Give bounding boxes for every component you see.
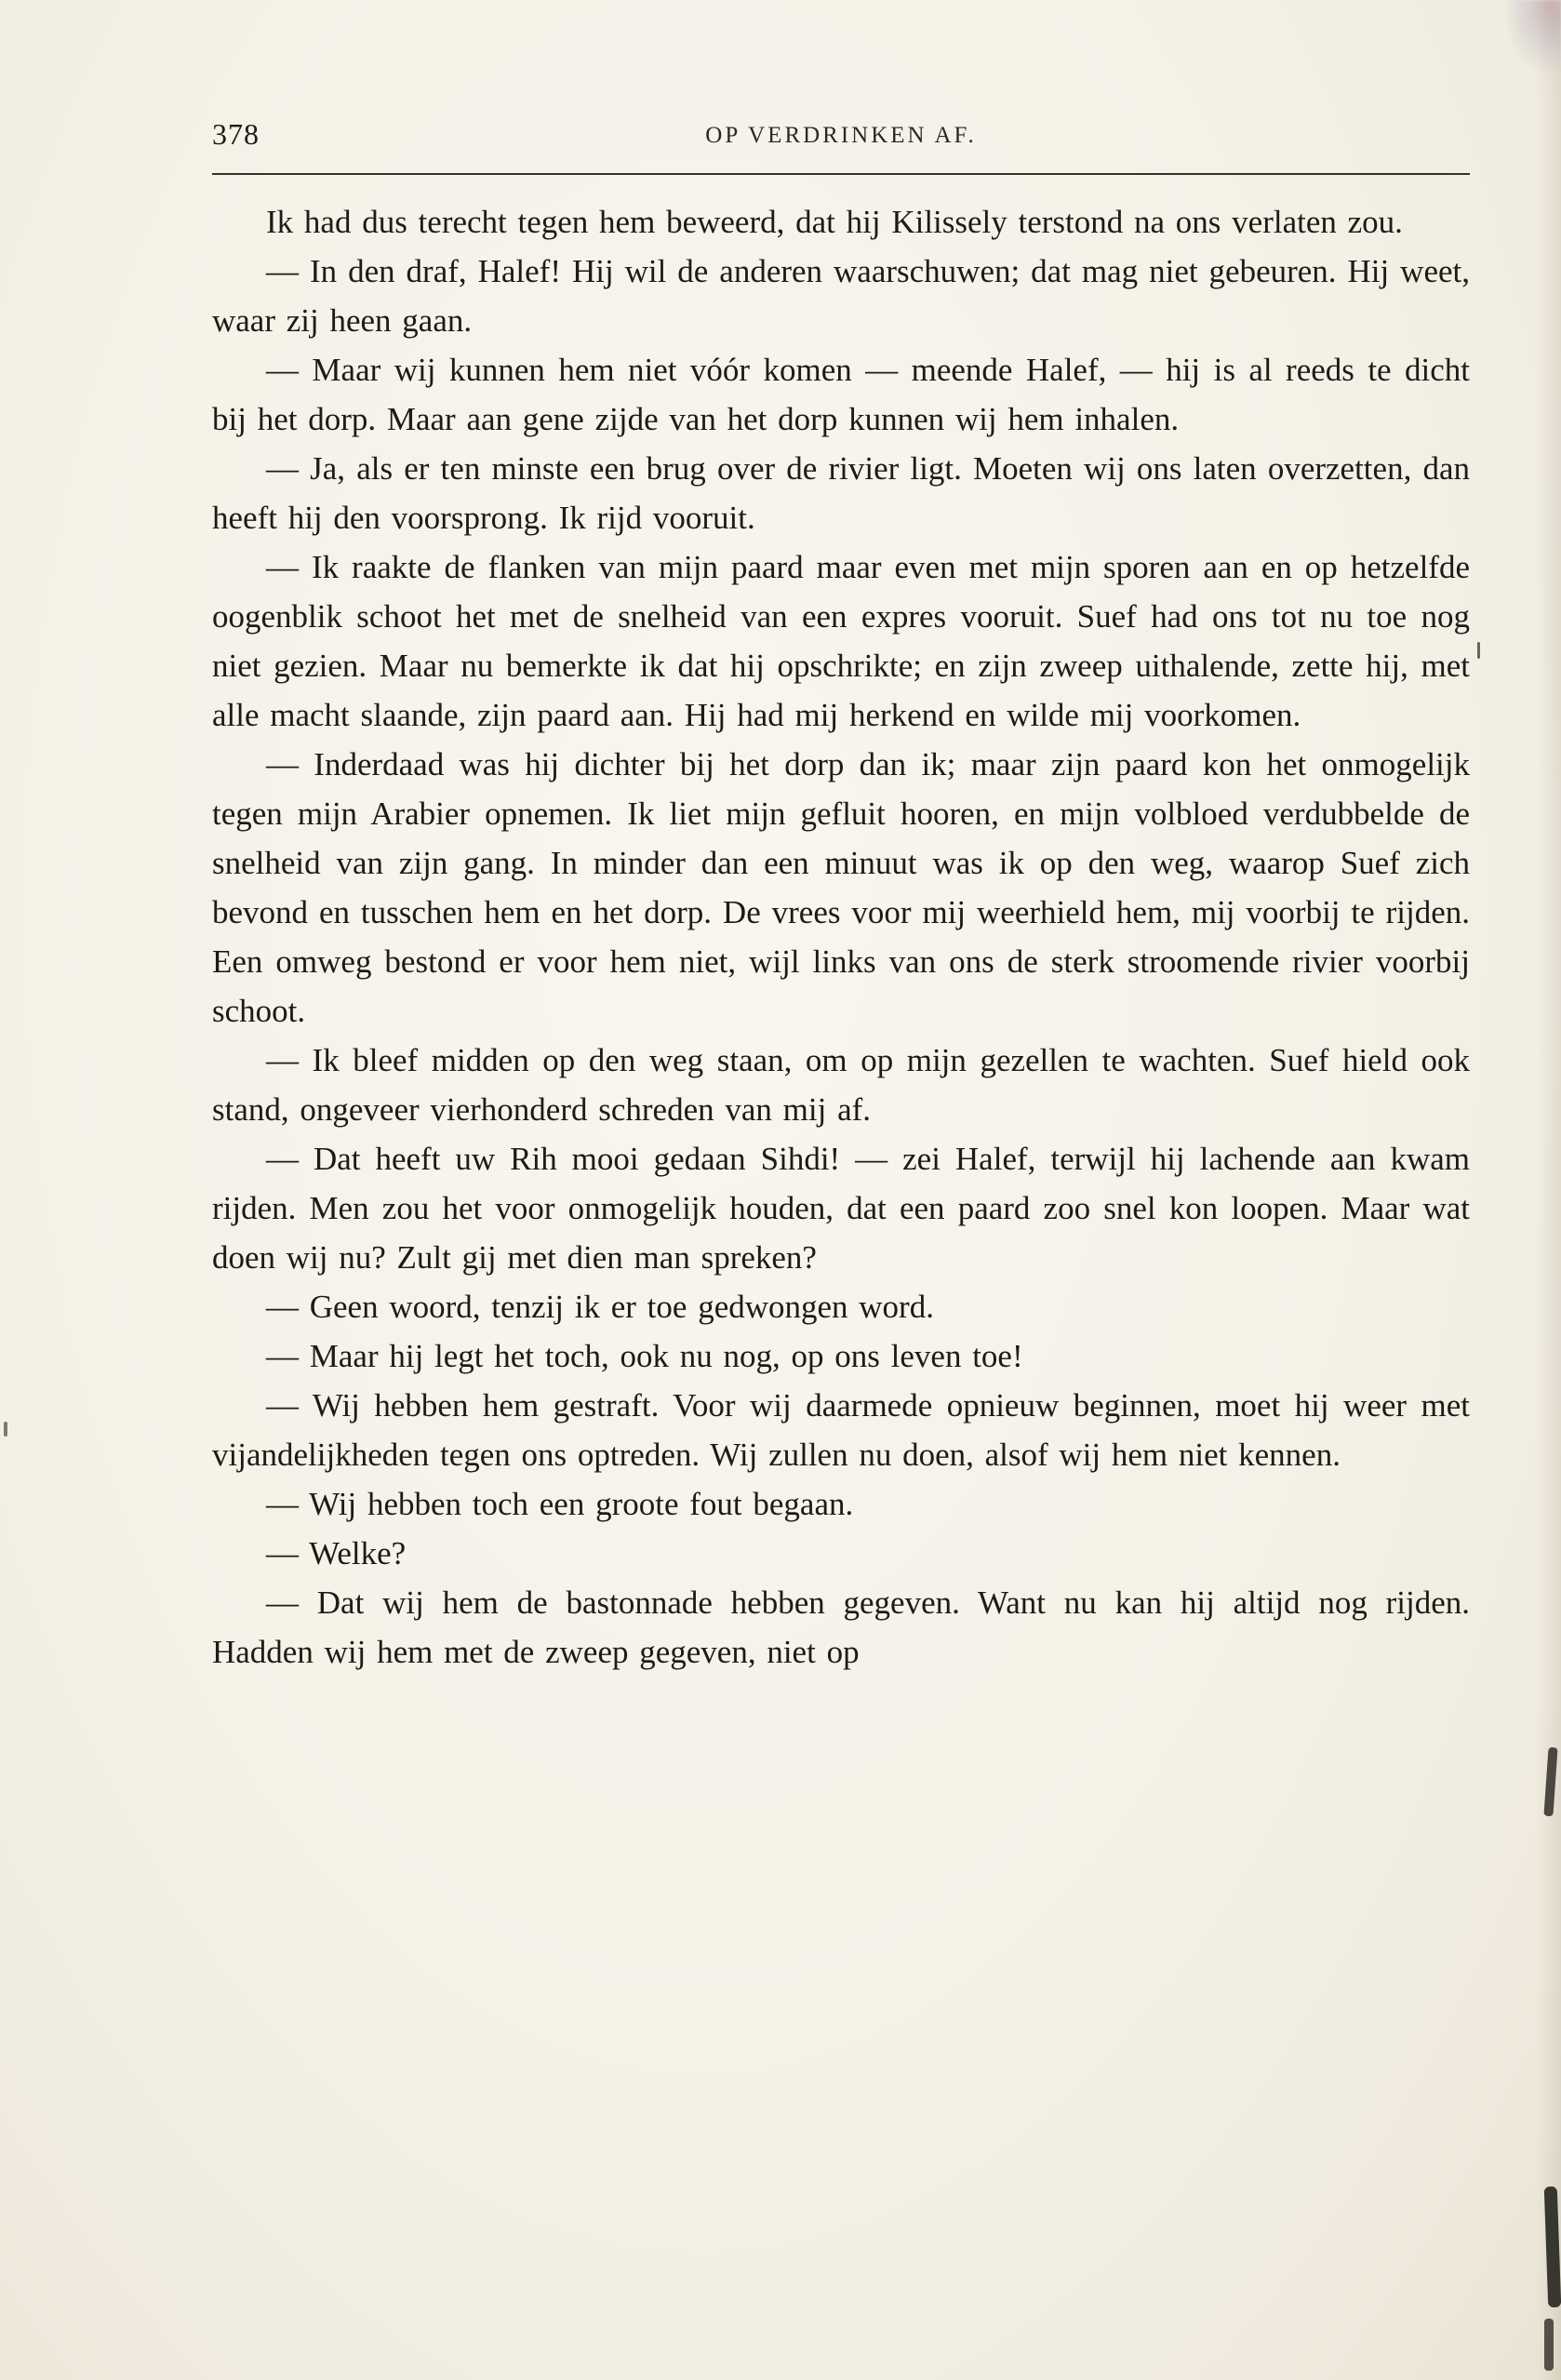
paragraph: — In den draf, Halef! Hij wil de anderen waarschuwen; dat mag niet gebeuren. Hij weet, waar zij heen gaan.	[212, 253, 1470, 339]
paragraph: — Wij hebben hem gestraft. Voor wij daarmede opnieuw beginnen, moet hij weer met vijandelijkheden tegen ons optreden. Wij zullen nu doen, alsof wij hem niet kennen.	[212, 1387, 1470, 1473]
paragraph: — Maar hij legt het toch, ook nu nog, op ons leven toe!	[266, 1338, 1023, 1374]
paragraph: — Ik bleef midden op den weg staan, om op mijn gezellen te wachten. Suef hield ook stand, ongeveer vierhonderd schreden van mij af.	[212, 1042, 1470, 1128]
paragraph: — Welke?	[266, 1535, 407, 1571]
page-header	[212, 117, 1470, 160]
header-rule	[212, 173, 1470, 175]
paragraph: — Dat wij hem de bastonnade hebben gegeven. Want nu kan hij altijd nog rijden. Hadden wij hem met de zweep gegeven, niet op	[212, 1584, 1470, 1670]
paragraph: — Inderdaad was hij dichter bij het dorp dan ik; maar zijn paard kon het onmogelijk tegen mijn Arabier opnemen. Ik liet mijn gefluit hooren, en mijn volbloed verdubbelde de snelheid van zijn gang. In minder dan een minuut was ik op den weg, waarop Suef zich bevond en tusschen hem en het dorp. De vrees voor mij weerhield hem, mij voorbij te rijden. Een omweg bestond er voor hem niet, wijl links van ons de sterk stroomende rivier voorbij schoot.	[212, 746, 1470, 1029]
paragraph: Ik had dus terecht tegen hem beweerd, dat hij Kilissely terstond na ons verlaten zou.	[266, 204, 1403, 240]
scan-stray-mark	[1477, 642, 1480, 659]
page-edge-shading	[1537, 0, 1561, 2380]
paragraph: — Wij hebben toch een groote fout begaan.	[266, 1486, 854, 1522]
paragraph: — Ik raakte de flanken van mijn paard maar even met mijn sporen aan en op hetzelfde oogenblik schoot het met de snelheid van een expres vooruit. Suef had ons tot nu toe nog niet gezien. Maar nu bemerkte ik dat hij opschrikte; en zijn zweep uithalende, zette hij, met alle macht slaande, zijn paard aan. Hij had mij herkend en wilde mij voorkomen.	[212, 549, 1470, 733]
scan-ink-mark-left	[4, 1422, 7, 1437]
text-body	[212, 197, 1470, 1677]
scan-ink-mark	[1544, 2319, 1554, 2371]
scan-smudge-top-right	[1507, 0, 1561, 73]
paragraph: — Maar wij kunnen hem niet vóór komen — meende Halef, — hij is al reeds te dicht bij het dorp. Maar aan gene zijde van het dorp kunnen wij hem inhalen.	[212, 352, 1470, 437]
running-title: OP VERDRINKEN AF.	[705, 123, 977, 148]
scan-ink-mark	[1543, 1747, 1557, 1817]
paragraph: — Geen woord, tenzij ik er toe gedwongen word.	[266, 1289, 934, 1325]
scan-ink-mark	[1544, 2186, 1561, 2307]
paragraph: — Dat heeft uw Rih mooi gedaan Sihdi! — zei Halef, terwijl hij lachende aan kwam rijden. Men zou het voor onmogelijk houden, dat een paard zoo snel kon loopen. Maar wat doen wij nu? Zult gij met dien man spreken?	[212, 1141, 1470, 1276]
paragraph: — Ja, als er ten minste een brug over de rivier ligt. Moeten wij ons laten overzetten, dan heeft hij den voorsprong. Ik rijd vooruit.	[212, 450, 1470, 536]
page-number: 378	[212, 117, 260, 151]
